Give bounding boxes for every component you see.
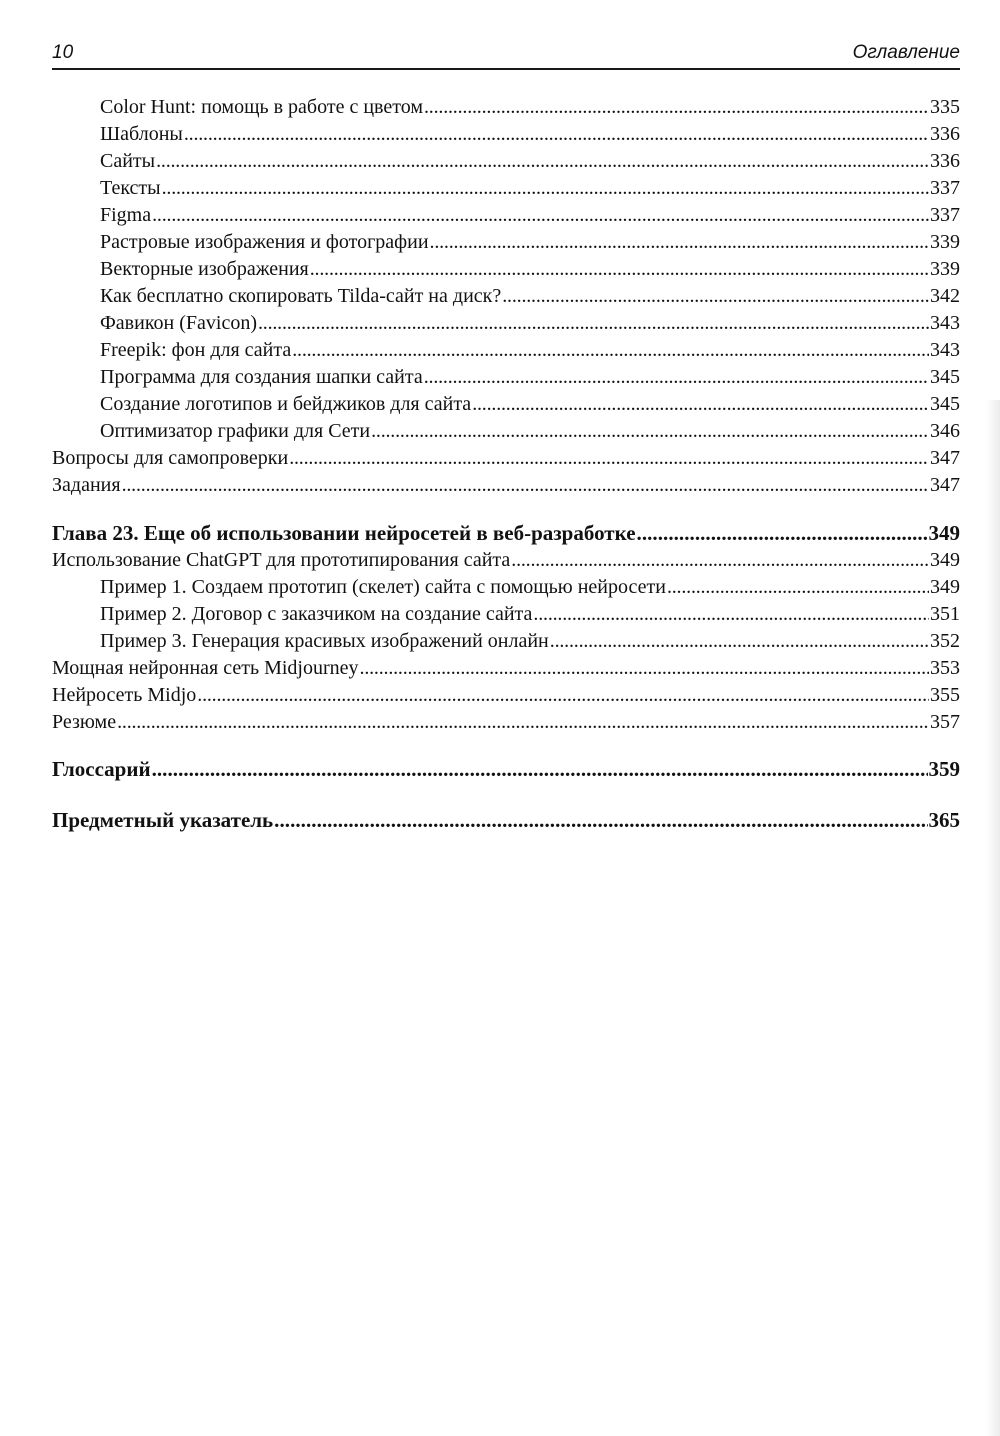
toc-entry-title: Freepik: фон для сайта — [100, 339, 292, 361]
dot-leader — [502, 283, 929, 310]
toc-entry-title: Фавикон (Favicon) — [100, 312, 257, 334]
toc-entry-title: Использование ChatGPT для прототипирования сайта — [52, 549, 511, 571]
toc-entry[interactable] — [52, 709, 960, 736]
toc-entry[interactable] — [52, 682, 960, 709]
index-page: 365 — [928, 808, 960, 832]
index-title: Предметный указатель — [52, 808, 274, 832]
toc-entry-title: Оптимизатор графики для Сети — [100, 420, 371, 442]
toc-entry[interactable] — [52, 283, 960, 310]
toc-entry[interactable] — [52, 628, 960, 655]
toc-entry-title: Создание логотипов и бейджиков для сайта — [100, 393, 472, 415]
toc-entry-page: 336 — [930, 150, 960, 172]
toc-entry-title: Задания — [52, 474, 121, 496]
toc-entry-page: 347 — [930, 447, 960, 469]
toc-entry-title: Figma — [100, 204, 152, 226]
toc-entry[interactable] — [52, 472, 960, 499]
toc-entry[interactable] — [52, 94, 960, 121]
toc-entry-page: 336 — [930, 123, 960, 145]
dot-leader — [162, 175, 929, 202]
toc-entry[interactable] — [52, 310, 960, 337]
toc-entry[interactable] — [52, 391, 960, 418]
dot-leader — [533, 601, 929, 628]
toc-entry-page: 346 — [930, 420, 960, 442]
page-number: 10 — [52, 42, 74, 63]
toc-chapter-23[interactable] — [52, 519, 960, 547]
dot-leader — [152, 202, 929, 229]
dot-leader — [637, 519, 928, 547]
dot-leader — [472, 391, 929, 418]
toc-entry[interactable] — [52, 364, 960, 391]
page-header — [52, 40, 960, 70]
toc-entry-title: Тексты — [100, 177, 161, 199]
table-of-contents — [52, 94, 960, 834]
dot-leader — [292, 337, 929, 364]
toc-entry-page: 353 — [930, 657, 960, 679]
dot-leader — [117, 709, 929, 736]
glossary-title: Глоссарий — [52, 757, 151, 781]
dot-leader — [667, 574, 929, 601]
toc-entry-title: Программа для создания шапки сайта — [100, 366, 423, 388]
toc-entry-page: 337 — [930, 204, 960, 226]
glossary-page: 359 — [928, 757, 960, 781]
toc-entry-title: Как бесплатно скопировать Tilda-сайт на диск? — [100, 285, 502, 307]
toc-entry-title: Пример 1. Создаем прототип (скелет) сайта с помощью нейросети — [100, 576, 666, 598]
toc-index[interactable] — [52, 806, 960, 834]
dot-leader — [371, 418, 929, 445]
toc-entry-page: 343 — [930, 339, 960, 361]
toc-entry-page: 357 — [930, 711, 960, 733]
toc-glossary[interactable] — [52, 755, 960, 783]
dot-leader — [430, 229, 929, 256]
dot-leader — [274, 806, 927, 834]
dot-leader — [310, 256, 929, 283]
toc-entry-page: 349 — [930, 549, 960, 571]
dot-leader — [360, 655, 929, 682]
toc-entry[interactable] — [52, 202, 960, 229]
dot-leader — [184, 121, 929, 148]
toc-entry-title: Векторные изображения — [100, 258, 309, 280]
dot-leader — [122, 472, 929, 499]
dot-leader — [197, 682, 929, 709]
dot-leader — [424, 94, 929, 121]
toc-entry[interactable] — [52, 574, 960, 601]
toc-entry-title: Сайты — [100, 150, 156, 172]
toc-entry[interactable] — [52, 337, 960, 364]
toc-entry-page: 347 — [930, 474, 960, 496]
chapter-title: Глава 23. Еще об использовании нейросетей в веб-разработке — [52, 521, 636, 545]
toc-entry[interactable] — [52, 256, 960, 283]
toc-entry-page: 343 — [930, 312, 960, 334]
dot-leader — [511, 547, 929, 574]
dot-leader — [156, 148, 929, 175]
toc-entry[interactable] — [52, 148, 960, 175]
toc-entry-title: Шаблоны — [100, 123, 183, 145]
toc-entry-title: Резюме — [52, 711, 117, 733]
dot-leader — [550, 628, 929, 655]
toc-entry[interactable] — [52, 547, 960, 574]
toc-entry-title: Color Hunt: помощь в работе с цветом — [100, 96, 423, 118]
toc-entry[interactable] — [52, 175, 960, 202]
toc-entry-page: 342 — [930, 285, 960, 307]
toc-entry[interactable] — [52, 418, 960, 445]
toc-entry-page: 355 — [930, 684, 960, 706]
toc-entry[interactable] — [52, 229, 960, 256]
toc-entry-page: 339 — [930, 258, 960, 280]
toc-entry-page: 351 — [930, 603, 960, 625]
toc-entry-title: Пример 3. Генерация красивых изображений онлайн — [100, 630, 549, 652]
chapter-page: 349 — [928, 521, 960, 545]
toc-entry-page: 335 — [930, 96, 960, 118]
toc-entry-page: 345 — [930, 393, 960, 415]
dot-leader — [258, 310, 929, 337]
toc-entry-title: Мощная нейронная сеть Midjourney — [52, 657, 359, 679]
toc-entry[interactable] — [52, 445, 960, 472]
toc-entry-title: Растровые изображения и фотографии — [100, 231, 429, 253]
page-edge-shadow — [986, 400, 1000, 1436]
toc-entry[interactable] — [52, 121, 960, 148]
toc-entry-page: 339 — [930, 231, 960, 253]
toc-entry-page: 345 — [930, 366, 960, 388]
toc-entry[interactable] — [52, 601, 960, 628]
dot-leader — [152, 755, 928, 783]
toc-entry-page: 337 — [930, 177, 960, 199]
toc-entry-page: 352 — [930, 630, 960, 652]
toc-entry-page: 349 — [930, 576, 960, 598]
toc-entry-title: Пример 2. Договор с заказчиком на создание сайта — [100, 603, 533, 625]
toc-entry[interactable] — [52, 655, 960, 682]
dot-leader — [289, 445, 929, 472]
running-title: Оглавление — [852, 42, 960, 63]
toc-entry-title: Вопросы для самопроверки — [52, 447, 289, 469]
toc-entry-title: Нейросеть Midjo — [52, 684, 197, 706]
dot-leader — [424, 364, 929, 391]
